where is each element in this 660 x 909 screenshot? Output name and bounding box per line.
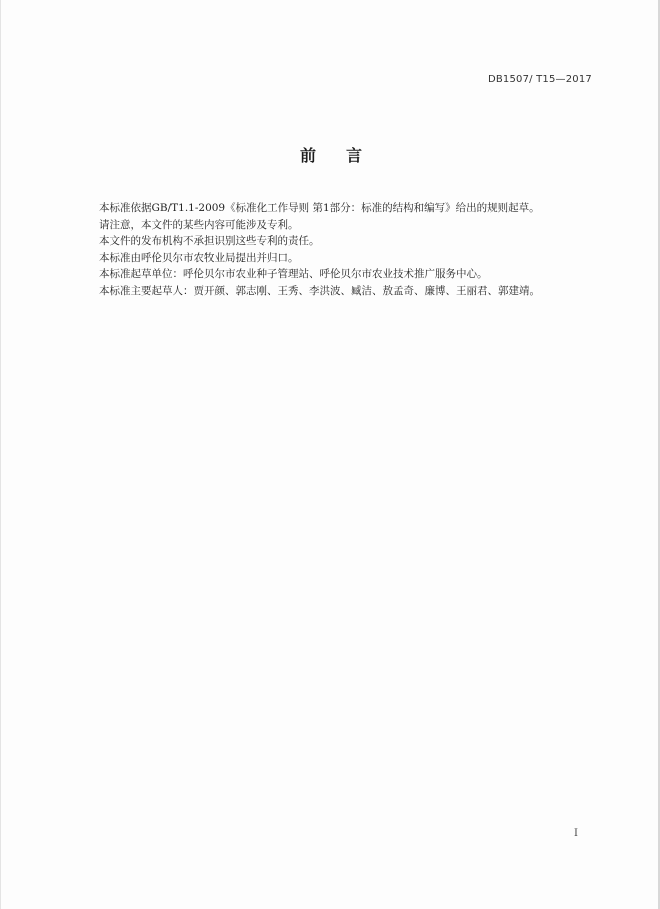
foreword-body	[99, 200, 599, 299]
page-number: I	[574, 828, 578, 839]
paragraph-drafters: 本标准主要起草人：贾开颜、郭志刚、王秀、李洪波、臧洁、敖孟奇、廉博、王丽君、郭建靖。	[99, 284, 540, 297]
paragraph-proposer: 本标准由呼伦贝尔市农牧业局提出并归口。	[99, 251, 299, 264]
page-title: 前言	[299, 146, 392, 165]
paragraph-patent-notice: 请注意，本文件的某些内容可能涉及专利。	[99, 218, 299, 231]
paragraph-patent-responsibility: 本文件的发布机构不承担识别这些专利的责任。	[99, 235, 320, 247]
standard-code: DB1507/ T15—2017	[487, 74, 592, 85]
paragraph-drafting-units: 本标准起草单位：呼伦贝尔市农业种子管理站、呼伦贝尔市农业技术推广服务中心。	[99, 268, 488, 280]
paragraph-drafting-rules: 本标准依据GB/T1.1-2009《标准化工作导则 第1部分：标准的结构和编写》给出的规则起草。	[99, 202, 540, 214]
